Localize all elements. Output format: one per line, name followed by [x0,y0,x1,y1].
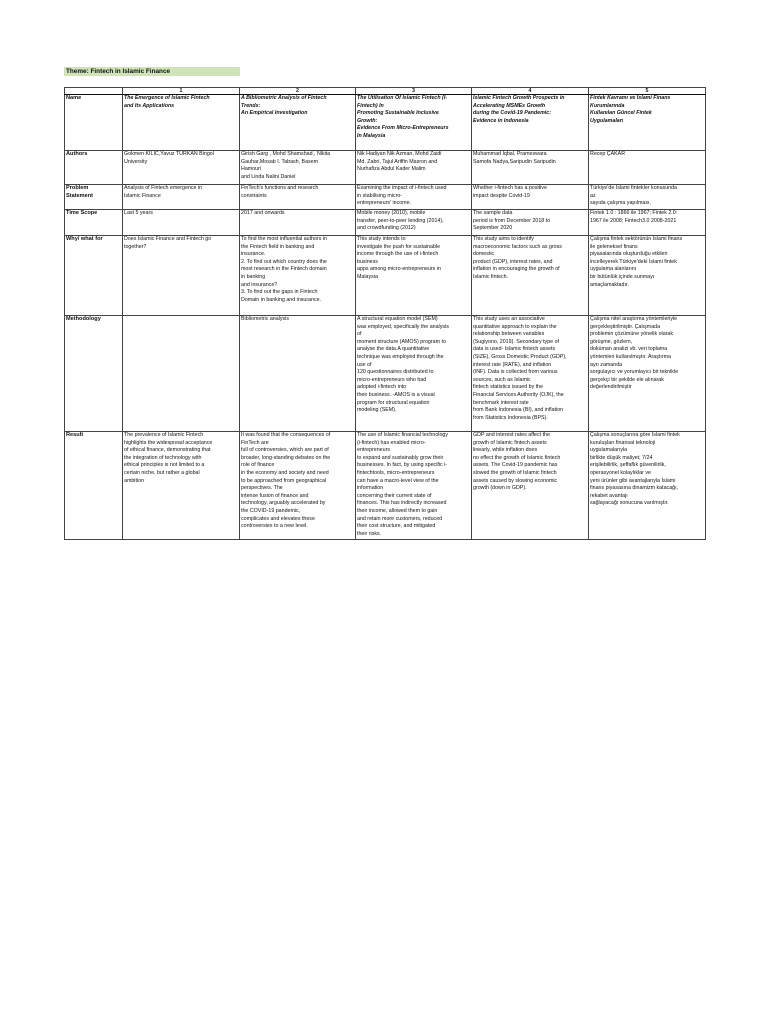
table-cell: Gokmen KILIC,Yavuz TURKAN Bingol University [123,151,240,185]
table-cell: Muhammad Iqbal, Prameswara Samofa Nadya,Saripudin Saripudin [472,151,589,185]
table-cell: Fintek 1.0 : 1866 ile 1967; Fintek 2.0: 1967 ile 2008; Fintech3.0 2008-2021 [589,210,706,236]
table-cell: This study intends to investigate the push for sustainable income through the use of i-fintech business apps among micro-entrepreneurs in Malaysia [356,236,472,316]
table-cell: Does Islamic Finance and Fintech go together? [123,236,240,316]
row-label: Why/ what for [65,236,123,316]
table-cell: Türkiye'de İslami fintekler konusunda az sayıda çalışma yapılması. [589,185,706,210]
table-cell: The prevalence of Islamic Fintech highlights the widespread acceptance of ethical finance, demonstrating that the integration of technology with ethical principles is not limited to a certain niche, but rather a global ambition [123,432,240,540]
table-cell: Islamic Fintech Growth Prospects in Accelerating MSMEs Growth during the Covid-19 Pandemic: Evidence in Indonesia [472,95,589,151]
table-cell: Examining the impact of i-fintech used in stabilising micro- entrepreneurs' income. [356,185,472,210]
column-header: 1 [123,88,240,95]
table-row-methodology [65,316,706,432]
table-cell: Girish Garg , Mohd Shamshad , Nikita Gauhar,Mosab I. Tabash, Basem Hamouri and Linda Nalini Daniel [240,151,356,185]
table-cell: This study uses an associative quantitative approach to explain the relationship between variables (Sugiyono, 2019). Secondary type of data is used- Islamic fintech assets (SIZE), Gross Domestic Product (GDP), interest rate (RATE), and inflation (INF). Data is collected from various sources, such as Islamic fintech statistics issued by the Financial Services Authority (OJK), the benchmark interest rate from Bank Indonesia (BI), and inflation from Statistics Indonesia (BPS). [472,316,589,432]
table-cell: FinTech's functions and research constraints [240,185,356,210]
table-cell: Recep ÇAKAR [589,151,706,185]
table-cell: To find the most influential authors in the Fintech field in banking and insurance. 2. To find out which country does the most research in the Fintech domain in banking and insurance? 3. To find out the gaps in Fintech Domain in banking and insurance. [240,236,356,316]
table-cell: A Bibliometric Analysis of Fintech Trends: An Empirical Investigation [240,95,356,151]
table-row-result [65,432,706,540]
table-cell: The Emergence of Islamic Fintech and Its Applications [123,95,240,151]
table-row-name [65,95,706,151]
header-row [65,88,706,95]
row-label: Authors [65,151,123,185]
table-cell [123,316,240,432]
table-row-problem-statement [65,185,706,210]
table-cell: Nik Hadiyan Nik Azman, Mohd Zaidi Md. Zabri, Tajul Ariffin Masron and Nurhafiza Abdul Kader Malim [356,151,472,185]
table-cell: Çalışma fintek sektörünün İslami finans ile geleneksel finans piyasalarında oluşturduğu etkileri incelleyerek Türkiye'deki İslami fintek uygulama alanlarını bir bütünlük içinde sunmayı amaçlamaktadır. [589,236,706,316]
column-header: 2 [240,88,356,95]
theme-label: Theme: Fintech in Islamic Finance [64,67,240,76]
row-label: Name [65,95,123,151]
table-cell: The use of Islamic financial technology (i-fintech) has enabled micro- entrepreneurs to expand and sustainably grow their businesses. In fact, by using specific i- fintechtools, micro-entrepreneurs can have a macro-level view of the information concerning their current state of finances. This has indirectly increased their income, allowed them to gain and retain more customers, reduced their cost structure, and mitigated their risks. [356,432,472,540]
table-cell: A structural equation model (SEM) was employed, specifically the analysis of moment structure (AMOS) program to analyse the data.A quantitative technique was employed through the use of 120 questionnaires distributed to micro-entrepreneurs who had adopted i-fintech into their business. -AMOS is a visual program for structural equation modeling (SEM). [356,316,472,432]
table-cell: Çalışma sonuçlarına göre İslami fintek kuruluşları finansal teknoloji uygulamalarıyla birlikte düşük maliyet, 7/24 erişilebilirlik, şeffaflık güvenilirlik, operasyonel kolaylıklar ve yeni ürünler gibi avantajlarıyla İslami finans piyasasına dinamizm katacağı, rekabet avantajı sağlayacağı sonucuna varılmıştır. [589,432,706,540]
table-cell: GDP and interest rates affect the growth of Islamic fintech assets linearly, while inflation does no effect the growth of Islamic fintech assets. The Covid-19 pandemic has slowed the growth of Islamic fintech assets caused by slowing economic growth (down in GDP). [472,432,589,540]
table-cell: It was found that the consequences of FinTech are full of controversies, which are part of broader, long-standing debates on the role of finance in the economy and society and need to be approached from geographical perspectives. The intense fusion of finance and technology, arguably accelerated by the COVID-19 pandemic, complicates and elevates these controversies to a new level. [240,432,356,540]
comparison-table [64,87,706,540]
table-cell: Fintek Kavramı ve İslami Finans Kurumlarında Kullanılan Güncel Fintek Uygulamaları [589,95,706,151]
row-label: Result [65,432,123,540]
table-cell: The sample data period is from December 2018 to September 2020 [472,210,589,236]
header-corner [65,88,123,95]
column-header: 5 [589,88,706,95]
row-label: Time Scope [65,210,123,236]
table-row-authors [65,151,706,185]
table-cell: The Utilisation Of Islamic Fintech (I- Fintech) In Promoting Sustainable Inclusive Growth: Evidence From Micro-Entrepreneurs In Malaysia [356,95,472,151]
table-cell: Whether i-fintech has a positive impact despite Covid-19 [472,185,589,210]
table-cell: Last 5 years [123,210,240,236]
table-cell: Mobile money (2010), mobile transfer, peer-to-peer lending (2014), and crowdfunding (2012) [356,210,472,236]
table-cell: This study aims to identify macroeconomic factors such as gross domestic product (GDP), interest rates, and inflation in encouraging the growth of Islamic fintech. [472,236,589,316]
table-cell: Çalışma nitel araştırma yöntemleriyle gerçekleştirilmiştir. Çalışmada problemin çözümüne yönelik olarak görüşme, gözlem, doküman analizi vb. veri toplama yöntemleri kullanılmıştır. Araştırma ayrı zamanda sorgulayıcı ve yorumlayıcı bir teknikle gerçekçi bir şekilde ele alınarak değerlendirilmiştir [589,316,706,432]
table-cell: Analysis of Fintech emergence in Islamic Finance [123,185,240,210]
column-header: 3 [356,88,472,95]
table-cell: 2017 and onwards [240,210,356,236]
column-header: 4 [472,88,589,95]
table-row-time-scope [65,210,706,236]
table-row-why [65,236,706,316]
row-label: Methodology [65,316,123,432]
row-label: Problem Statement [65,185,123,210]
table-cell: Bibliometric analysis [240,316,356,432]
